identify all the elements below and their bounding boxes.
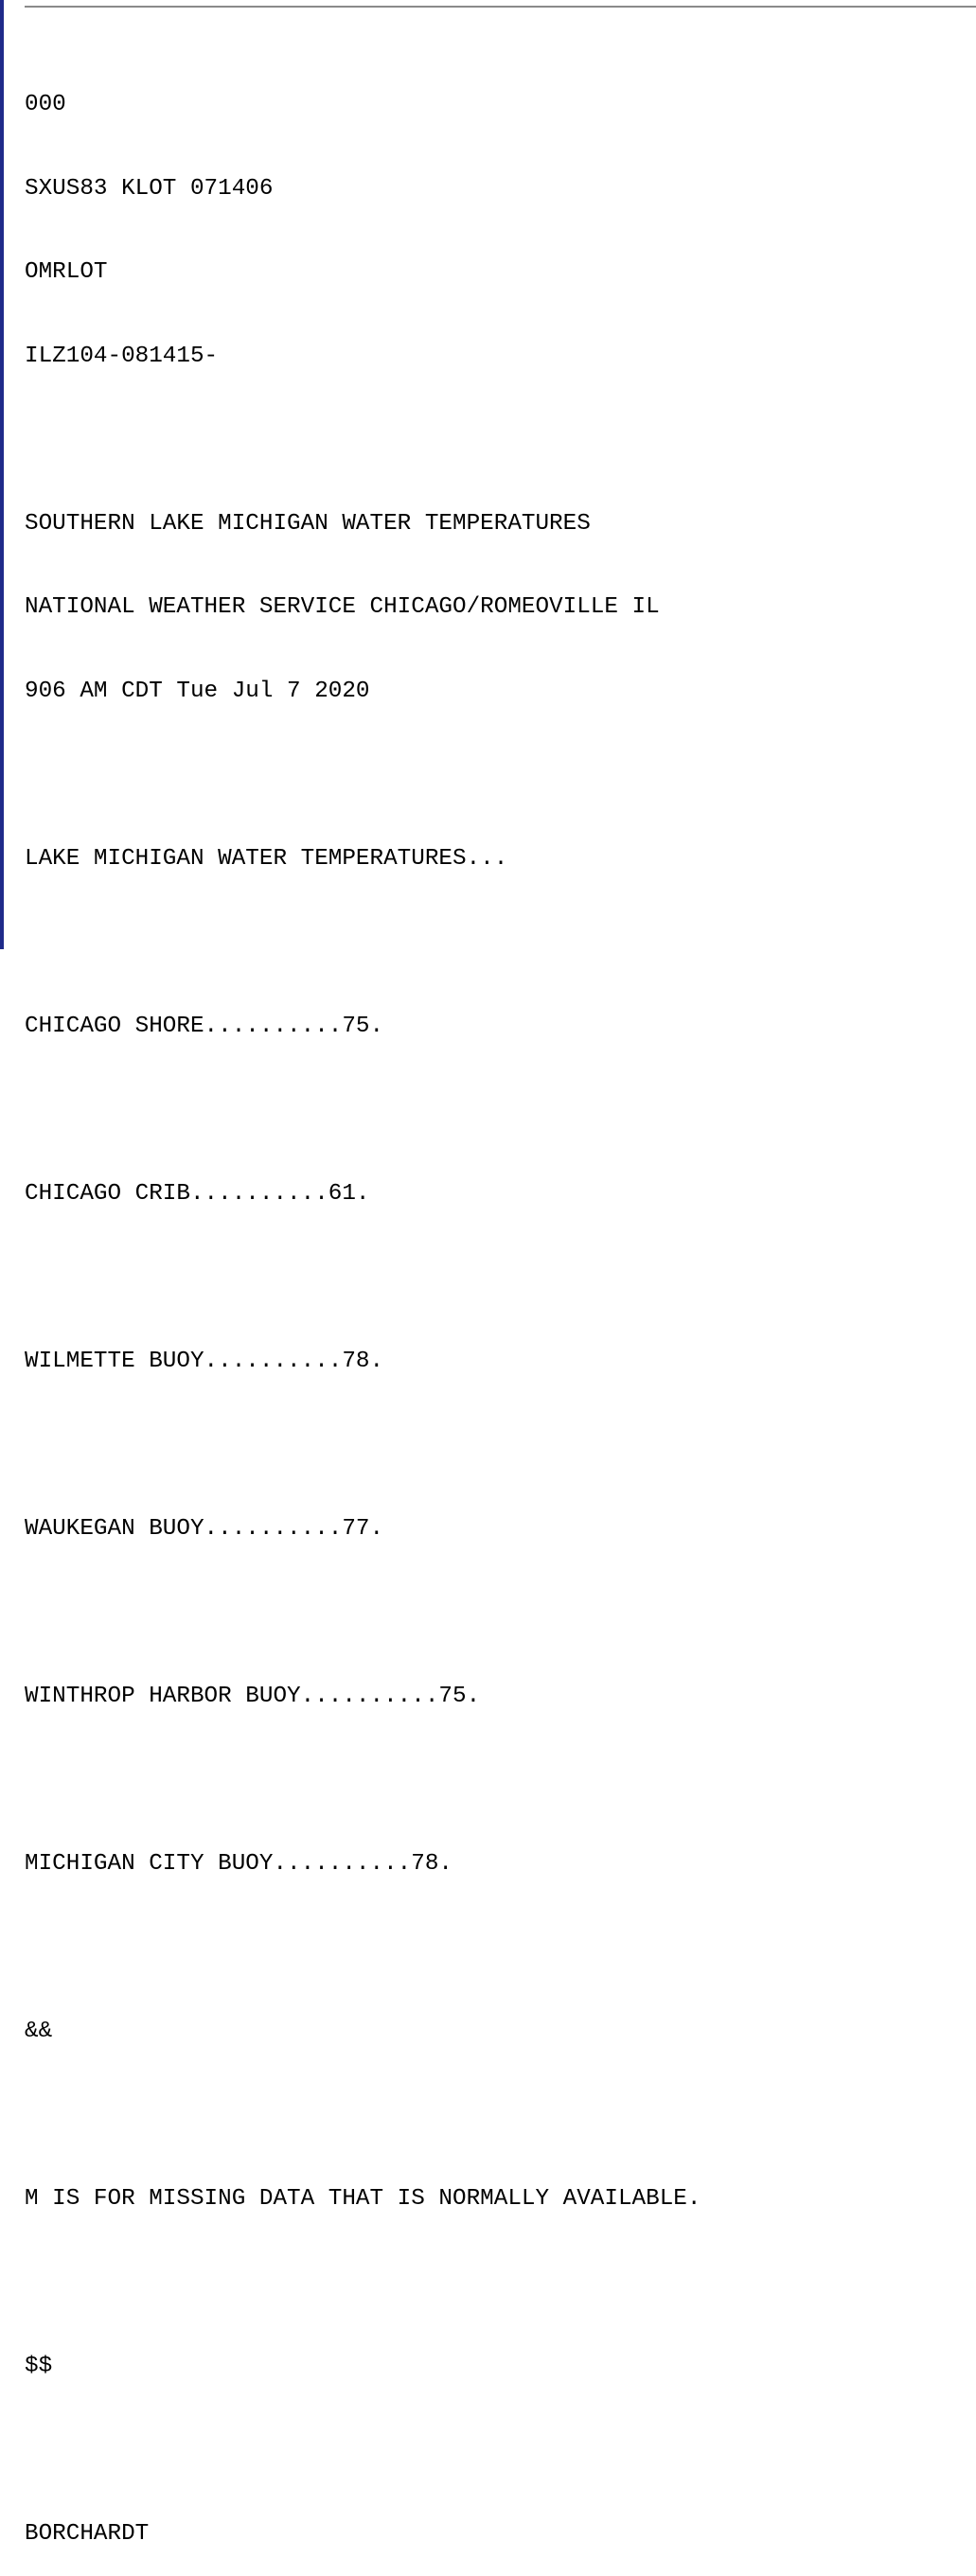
issue-time: 906 AM CDT Tue Jul 7 2020 <box>25 678 370 704</box>
blank-line <box>25 928 701 957</box>
temperature-reading: WAUKEGAN BUOY..........77. <box>25 1515 384 1542</box>
temperature-reading: MICHIGAN CITY BUOY..........78. <box>25 1850 453 1877</box>
temperature-reading: WILMETTE BUOY..........78. <box>25 1348 384 1374</box>
horizontal-rule <box>25 6 976 8</box>
blank-line <box>25 2436 701 2464</box>
temperature-reading: CHICAGO CRIB..........61. <box>25 1180 370 1207</box>
left-border <box>0 0 4 949</box>
blank-line <box>25 2268 701 2297</box>
wmo-header-line: 000 <box>25 92 66 117</box>
product-title: SOUTHERN LAKE MICHIGAN WATER TEMPERATURES <box>25 510 591 537</box>
end-marker: $$ <box>25 2353 53 2379</box>
zone-line: ILZ104-081415- <box>25 343 219 369</box>
blank-line <box>25 1766 701 1794</box>
blank-line <box>25 1431 701 1459</box>
section-heading: LAKE MICHIGAN WATER TEMPERATURES... <box>25 845 508 872</box>
awips-id-line: OMRLOT <box>25 259 108 285</box>
issuing-office: NATIONAL WEATHER SERVICE CHICAGO/ROMEOVILLE IL <box>25 594 660 620</box>
blank-line <box>25 2101 701 2129</box>
temperature-reading: CHICAGO SHORE..........75. <box>25 1013 384 1039</box>
wmo-header-line: SXUS83 KLOT 071406 <box>25 175 274 202</box>
blank-line <box>25 1933 701 1962</box>
blank-line <box>25 761 701 789</box>
missing-data-note: M IS FOR MISSING DATA THAT IS NORMALLY AVAILABLE. <box>25 2185 701 2212</box>
blank-line <box>25 1263 701 1292</box>
forecast-product-text <box>25 35 701 2576</box>
blank-line <box>25 1598 701 1627</box>
blank-line <box>25 1096 701 1124</box>
temperature-reading: WINTHROP HARBOR BUOY..........75. <box>25 1683 481 1709</box>
section-separator: && <box>25 2018 53 2044</box>
author-signature: BORCHARDT <box>25 2520 150 2547</box>
blank-line <box>25 426 701 454</box>
